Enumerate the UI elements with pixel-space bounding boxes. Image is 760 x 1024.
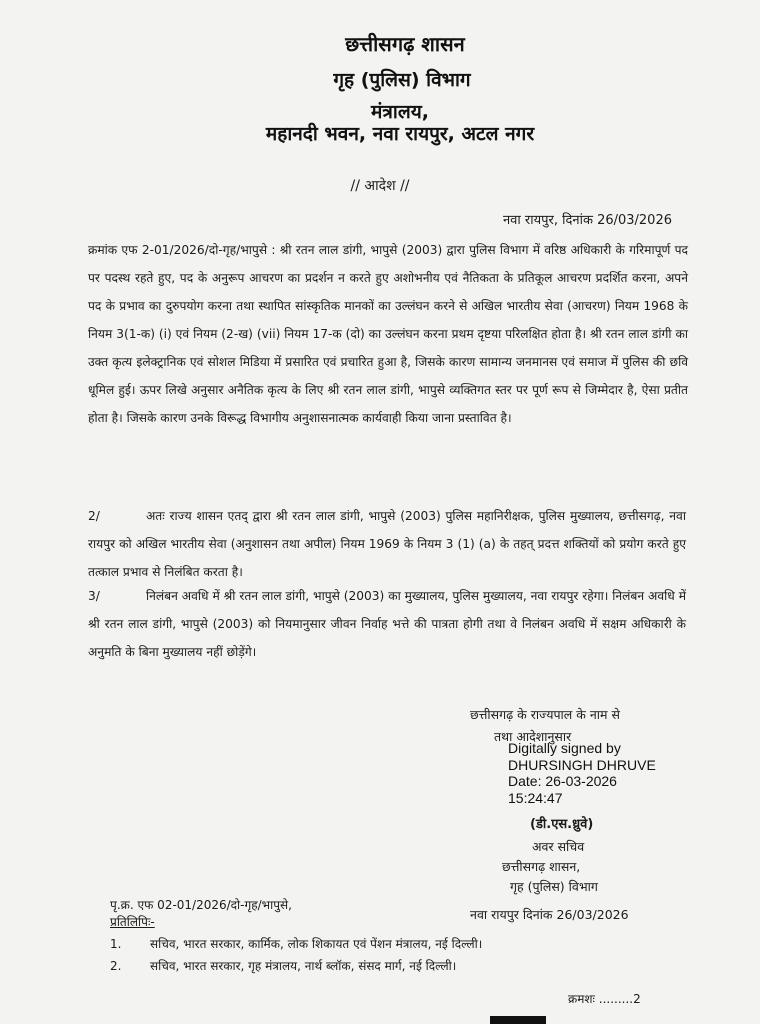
department-name: गृह (पुलिस) विभाग [333, 69, 471, 91]
memo-date: नवा रायपुर दिनांक 26/03/2026 [470, 907, 629, 922]
digital-signature-block [508, 740, 656, 806]
copy-item-number: 1. [110, 937, 122, 951]
paragraph-2-number: 2/ [88, 509, 100, 523]
paragraph-2-text: अतः राज्य शासन एतद् द्वारा श्री रतन लाल डांगी, भापुसे (2003) पुलिस महानिरीक्षक, पुलिस मुख्यालय, छत्तीसगढ़, नवा रायपुर को अखिल भारतीय सेवा (अनुशासन तथा अपील) नियम 1969 के नियम 3 (1) (a) के तहत् प्रदत्त शक्तियों को प्रयोग करते हुए तत्काल प्रभाव से निलंबित करता है। [88, 509, 686, 579]
memo-reference: पृ.क्र. एफ 02-01/2026/दो-गृह/भापुसे, [110, 898, 292, 912]
digital-signature-signer: DHURSINGH DHRUVE [508, 756, 656, 773]
copy-item-text: सचिव, भारत सरकार, कार्मिक, लोक शिकायत एवं पेंशन मंत्रालय, नई दिल्ली। [150, 937, 483, 951]
copy-item-number: 2. [110, 959, 122, 973]
continuation-note: क्रमशः .........2 [568, 992, 641, 1006]
copy-item-text: सचिव, भारत सरकार, गृह मंत्रालय, नार्थ ब्लॉक, संसद मार्ग, नई दिल्ली। [150, 959, 457, 973]
paragraph-2 [88, 502, 686, 586]
copy-label: प्रतिलिपिः- [110, 915, 155, 929]
signatory-department: गृह (पुलिस) विभाग [510, 879, 598, 894]
redaction-bar [490, 1016, 546, 1024]
signatory-office: छत्तीसगढ़ शासन, [502, 859, 581, 874]
digital-signature-date: Date: 26-03-2026 [508, 773, 617, 789]
paragraph-1: क्रमांक एफ 2-01/2026/दो-गृह/भापुसे : श्री रतन लाल डांगी, भापुसे (2003) द्वारा पुलिस विभाग में वरिष्ठ अधिकारी के गरिमापूर्ण पद पर पदस्थ रहते हुए, पद के अनुरूप आचरण का प्रदर्शन न करते हुए अशोभनीय एवं नैतिकता के प्रतिकूल आचरण प्रदर्शित करना, अपने पद के प्रभाव का दुरुपयोग करना तथा स्थापित सांस्कृतिक मानकों का उल्लंघन करने से अखिल भारतीय सेवा (आचरण) नियम 1968 के नियम 3(1-क) (i) एवं नियम (2-ख) (vii) नियम 17-क (दो) का उल्लंघन करना प्रथम दृष्टया परिलक्षित होता है। श्री रतन लाल डांगी का उक्त कृत्य इलेक्ट्रानिक एवं सोशल मिडिया में प्रसारित एवं प्रचारित हुआ है, जिसके कारण सामान्य जनमानस एवं समाज में पुलिस की छवि धूमिल हुई। ऊपर लिखे अनुसार अनैतिक कृत्य के लिए श्री रतन लाल डांगी, भापुसे व्यक्तिगत स्तर पर पूर्ण रूप से जिम्मेदार है, ऐसा प्रतीत होता है। जिसके कारण उनके विरूद्ध विभागीय अनुशासनात्मक कार्यवाही किया जाना प्रस्तावित है। [88, 243, 688, 425]
copy-item [110, 957, 456, 974]
signature-authority-line: छत्तीसगढ़ के राज्यपाल के नाम से [470, 707, 620, 722]
signatory-designation: अवर सचिव [532, 839, 585, 854]
paragraph-3 [88, 582, 686, 666]
office-address: महानदी भवन, नवा रायपुर, अटल नगर [265, 123, 535, 145]
order-title: // आदेश // [350, 178, 410, 194]
copy-item [110, 935, 482, 952]
govt-name: छत्तीसगढ़ शासन [345, 32, 465, 56]
signatory-name: (डी.एस.ध्रुवे) [530, 817, 594, 832]
digital-signature-line: Digitally signed by [508, 740, 621, 756]
order-date: नवा रायपुर, दिनांक 26/03/2026 [502, 213, 672, 228]
digital-signature-time: 15:24:47 [508, 789, 563, 806]
signature-order-line: तथा आदेशानुसार [494, 729, 572, 744]
ministry-label: मंत्रालय, [371, 101, 429, 123]
paragraph-3-number: 3/ [88, 589, 100, 603]
paragraph-3-text: निलंबन अवधि में श्री रतन लाल डांगी, भापुसे (2003) का मुख्यालय, पुलिस मुख्यालय, नवा रायपुर रहेगा। निलंबन अवधि में श्री रतन लाल डांगी, भापुसे (2003) को नियमानुसार जीवन निर्वाह भत्ते की पात्रता होगी तथा वे निलंबन अवधि में सक्षम अधिकारी के अनुमति के बिना मुख्यालय नहीं छोड़ेंगे। [88, 589, 686, 659]
